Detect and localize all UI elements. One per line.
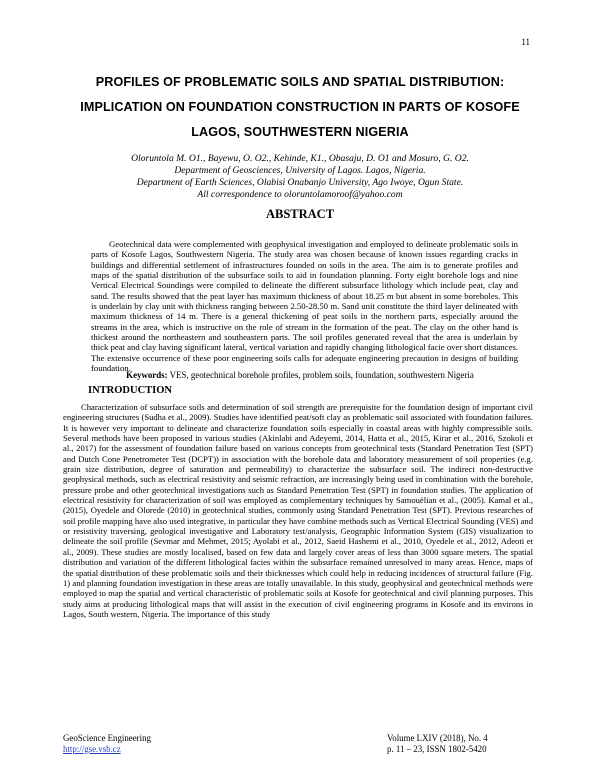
footer-journal [63,733,151,754]
abstract-heading: ABSTRACT [265,207,335,221]
keywords-text: VES, geotechnical borehole profiles, problem soils, foundation, southwestern Nigeria [169,370,474,380]
title-line-2: IMPLICATION ON FOUNDATION CONSTRUCTION IN PARTS OF KOSOFE [80,100,520,114]
volume-info: Volume LXIV (2018), No. 4 [387,733,488,743]
introduction-heading: INTRODUCTION [88,385,173,396]
introduction-text: Characterization of subsurface soils and determination of soil strength are prerequisite for the foundation design of important civil engineering structures (Sudha et al., 2009). Studies have identified peat/soft clay as problematic soil associated with foundation failures. It is however very important to delineate and characterize foundation soils especially in coastal areas with highly compressible soils. Several methods have been proposed in various studies (Akinlabi and Adeyemi, 2014, Hatta et al., 2015, Kirar et al., 2016, Szokoli et al., 2017) for the assessment of foundation failure based on various concepts from geotechnical tests (Standard Penetration Test (SPT) and Dutch Cone Penetrometer Test (DCPT)) in association with the borehole data and laboratory measurement of soil properties (e.g. grain size distribution, degree of saturation and permeability) to characterize the subsurface soil. The indirect non-destructive geophysical methods, such as electrical resistivity and seismic refraction, are increasingly being used in combination with the borehole, pressure probe and other geotechnical investigations such as Standard Penetration Test (SPT) in foundation studies. The application of electrical resistivity for characterization of soil was employed as complementary techniques by Samouëlian et al., (2005). Kamal et al., (2015), Oyedele and Olorede (2010) in geotechnical studies, commonly using Standard Penetration Test (SPT). Previous researches of soil profile mapping have also used integrative, in particular they have combine methods such as Vertical Electrical Sounding (VES) and or resistivity traversing, geological investigative and Laboratory test/analysis, Geographic Information System (GIS) visualization to delineate the soil profile (Sevmar and Mehmet, 2015; Ayolabi et al., 2012, Saeid Hashemi et al., 2010, Oyedele et al., 2012, Adeoti et al., 2009). These studies are mostly localised, based on few data and largely cover areas of less than 3000 square meters. The spatial distribution and variation of the different lithological facies within the subsurface remained unresolved in many areas. Hence, maps of the spatial distribution of these problematic soils and their thicknesses which could help in reducing incidences of structural failure (Fig. 1) and planning foundation investigation in these areas are totally unavailable. In this study, geophysical and geotechnical methods were employed to map the spatial and vertical characteristic of problematic soils at Kosofe for geotechnical and civil planning purposes. This study aims at producing lithological maps that will assist in the execution of civil engineering programs in Kosofe and its environs in Lagos, South western, Nigeria. The importance of this study [63,402,533,619]
footer-issue [387,733,488,754]
affiliation-1: Department of Geosciences, University of Lagos. Lagos, Nigeria. [174,165,426,176]
title-line-3: LAGOS, SOUTHWESTERN NIGERIA [191,125,409,139]
journal-link[interactable]: http://gse.vsb.cz [63,743,121,754]
paper-title [40,70,560,145]
affiliation-2: Department of Earth Sciences, Olabisi Onabanjo University, Ago Iwoye, Ogun State. [136,177,464,188]
journal-name: GeoScience Engineering [63,733,151,743]
keywords-label: Keywords: [126,370,168,380]
author-block [40,153,560,201]
pages-issn: p. 11 – 23, ISSN 1802-5420 [387,743,487,754]
correspondence: All correspondence to oloruntolamoroof@yahoo.com [197,189,403,200]
page-number: 11 [521,37,530,47]
abstract-text: Geotechnical data were complemented with geophysical investigation and employed to delineate problematic soils in parts of Kosofe Lagos, Southwestern Nigeria. The study area was chosen because of known issues regarding cracks in buildings and differential settlement of infrastructures founded on soils in the area. The aim is to generate profiles and maps of the spatial distribution of the subsurface soils to aid in foundation planning. Forty eight borehole logs and nine Vertical Electrical Soundings were compiled to delineate the different subsurface lithology which include peat, clay and sand. The results showed that the peat layer has maximum thickness of about 18.25 m but absent in some boreholes. This is underlain by clay unit with thickness ranging between 2.50-28.50 m. Sand unit constitute the third layer delineated with maximum thickness of 14 m. There is a general thickening of peat soils in the northern parts, especially around the streams in the area, which is instructive on the role of stream in the formation of the peat. The clay on the other hand is thickest around the northeastern and southeastern parts. The soil profiles generated reveal that the area is underlain by thick peat and clay having significant lateral, vertical variation and rapidly changing lithological facie over short distances. The extensive occurrence of these poor engineering soils calls for adequate engineering precaution in designs of building foundation. [91,239,518,374]
author-list: Oloruntola M. O1., Bayewu, O. O2., Kehinde, K1., Obasaju, D. O1 and Mosuro, G. O2. [131,153,469,164]
keywords [0,370,600,380]
title-line-1: PROFILES OF PROBLEMATIC SOILS AND SPATIAL DISTRIBUTION: [95,75,505,89]
